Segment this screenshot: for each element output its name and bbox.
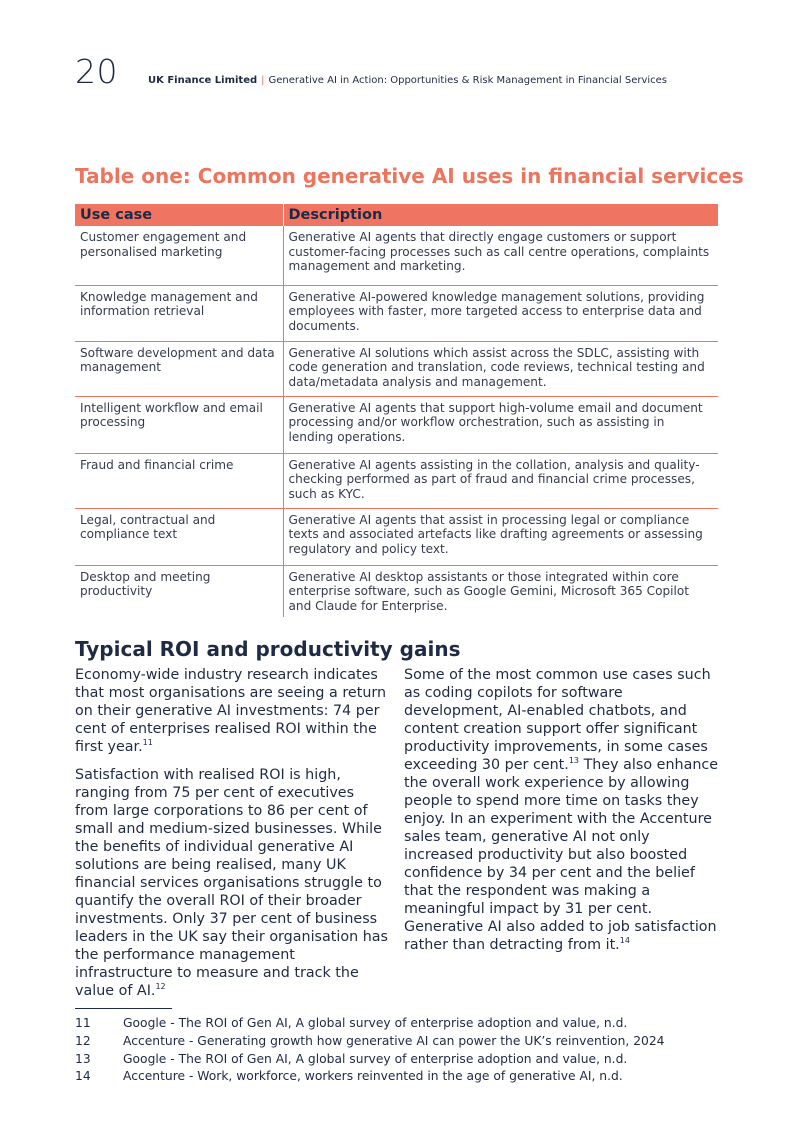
section-heading: Typical ROI and productivity gains [75,637,461,661]
use-cases-table [75,204,718,617]
table-row [75,226,718,285]
footnote-reference: 14 [619,936,630,945]
description-cell: Generative AI agents that assist in processing legal or compliance texts and associated artefacts like drafting agreements or assessing regulatory and policy text. [283,508,718,565]
header-separator: | [261,75,265,86]
left-text-column [75,666,390,1010]
description-cell: Generative AI agents that directly engage customers or support customer-facing processes such as call centre operations, complaints management and marketing. [283,226,718,285]
description-cell: Generative AI agents assisting in the collation, analysis and quality-checking performed as part of fraud and financial crime processes, such as KYC. [283,453,718,508]
table-row [75,508,718,565]
footnote-text: Google - The ROI of Gen AI, A global survey of enterprise adoption and value, n.d. [123,1051,628,1066]
footnote-reference: 12 [155,982,166,991]
footnote-number: 12 [75,1033,91,1048]
page-number: 20 [75,52,118,91]
table-row [75,285,718,341]
footnote [75,1051,735,1069]
footnote-number: 14 [75,1069,91,1084]
use-case-cell: Customer engagement and personalised marketing [75,226,283,285]
column-header-description: Description [283,204,718,226]
footnote-divider [75,1008,172,1009]
body-paragraph: Satisfaction with realised ROI is high, ranging from 75 per cent of executives from large corporations to 86 per cent of small and medium-sized businesses. While the benefits of individual generative AI solutions are being realised, many UK financial services organisations struggle to quantify the overall ROI of their broader investments. Only 37 per cent of business leaders in the UK say their organisation has the performance management infrastructure to measure and track the value of AI.$^{12}$ [75,767,388,999]
header-document-title: Generative AI in Action: Opportunities & Risk Management in Financial Services [268,75,668,86]
footnote [75,1015,735,1033]
footnote-reference: 13 [568,756,580,765]
table-row [75,396,718,453]
description-cell: Generative AI-powered knowledge management solutions, providing employees with faster, more targeted access to enterprise data and documents. [283,285,718,341]
use-case-cell: Legal, contractual and compliance text [75,508,283,565]
footnote-text: Accenture - Generating growth how generative AI can power the UK’s reinvention, 2024 [123,1033,665,1048]
footnotes [75,1015,735,1086]
table-row [75,341,718,396]
header-organisation: UK Finance Limited [148,75,258,86]
page-header [75,52,667,91]
body-paragraph: Some of the most common use cases such as coding copilots for software development, AI-enabled chatbots, and content creation support offer significant productivity improvements, in some cases exceeding 30 per cent.$^{13}$ They also enhance the overall work experience by allowing people to spend more time on tasks they enjoy. In an experiment with the Accenture sales team, generative AI not only increased productivity but also boosted confidence by 34 per cent and the belief that the respondent was making a meaningful impact by 31 per cent. Generative AI also added to job satisfaction rather than detracting from it.$^{14}$ [404,667,719,953]
running-header [148,75,667,86]
footnote-text: Accenture - Work, workforce, workers reinvented in the age of generative AI, n.d. [123,1069,623,1084]
description-cell: Generative AI agents that support high-volume email and document processing and/or workflow orchestration, such as assisting in lending operations. [283,396,718,453]
footnote-reference: 11 [142,738,153,747]
column-header-use-case: Use case [75,204,283,226]
use-case-cell: Intelligent workflow and email processing [75,396,283,453]
description-cell: Generative AI solutions which assist across the SDLC, assisting with code generation and translation, code reviews, technical testing and data/metadata analysis and management. [283,341,718,396]
use-case-cell: Desktop and meeting productivity [75,565,283,617]
use-case-cell: Fraud and financial crime [75,453,283,508]
body-paragraph: Economy-wide industry research indicates that most organisations are seeing a return on their generative AI investments: 74 per cent of enterprises realised ROI within the first year.$^{11}$ [75,667,387,755]
use-case-cell: Knowledge management and information retrieval [75,285,283,341]
table-row [75,453,718,508]
footnote [75,1068,735,1086]
footnote [75,1033,735,1051]
footnote-number: 13 [75,1051,91,1066]
description-cell: Generative AI desktop assistants or those integrated within core enterprise software, such as Google Gemini, Microsoft 365 Copilot and Claude for Enterprise. [288,569,690,613]
table-title: Table one: Common generative AI uses in financial services [75,164,744,188]
table-header-row [75,204,718,226]
table-row [75,565,718,617]
footnote-text: Google - The ROI of Gen AI, A global survey of enterprise adoption and value, n.d. [123,1016,628,1030]
right-text-column [404,666,722,964]
use-case-cell: Software development and data management [75,341,283,396]
footnote-number: 11 [75,1016,91,1030]
